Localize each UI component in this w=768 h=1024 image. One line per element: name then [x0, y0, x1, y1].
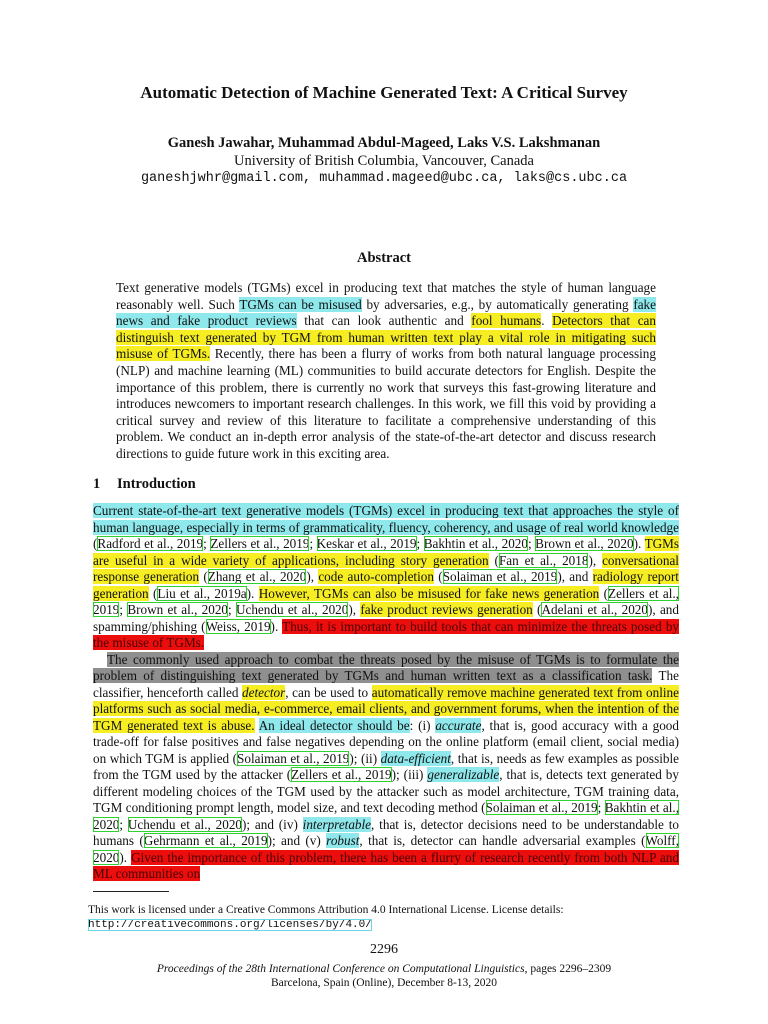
highlight-yellow: radiology report generation	[93, 569, 679, 601]
abstract-text: by adversaries, e.g., by automatically generating	[361, 296, 634, 312]
citation-link[interactable]: Liu et al., 2019a	[157, 585, 247, 601]
text: , that is, detector can handle adversarial examples (	[359, 833, 646, 848]
license-footnote	[88, 904, 688, 932]
paper-title: Automatic Detection of Machine Generated Text: A Critical Survey	[140, 83, 628, 102]
highlight-yellow: conversational response generation	[93, 552, 679, 584]
abstract-body	[116, 280, 656, 463]
paragraph	[93, 652, 679, 883]
text: (	[148, 585, 158, 601]
text: ).	[270, 618, 283, 634]
footnote-text: This work is licensed under a Creative Commons Attribution 4.0 International License. License details:	[88, 904, 564, 916]
citation-link[interactable]: Brown et al., 2020	[535, 536, 634, 551]
email-link[interactable]: muhammad.mageed@ubc.ca	[319, 171, 498, 186]
text: (	[199, 569, 208, 584]
text: ;	[203, 536, 211, 551]
proceedings-footer	[0, 963, 768, 990]
introduction-body	[93, 503, 679, 883]
license-url-link[interactable]: http://creativecommons.org/licenses/by/4.0/	[88, 918, 372, 931]
highlight-yellow: fake product reviews generation	[360, 602, 533, 617]
author-emails: ganeshjwhr@gmail.com, muhammad.mageed@ubc.ca, laks@cs.ubc.ca	[140, 171, 628, 186]
abstract-text: .	[541, 313, 553, 329]
text: , that is, detects text generated by different modeling choices of the TGM used by the attacker such as model architecture, TGM training data, TGM conditioning prompt length, model size, and text decoding method (	[93, 767, 679, 815]
abstract-text: that can look authentic and	[296, 313, 472, 329]
text: ); (iii)	[391, 767, 428, 782]
author-list: Ganesh Jawahar, Muhammad Abdul-Mageed, Laks V.S. Lakshmanan	[167, 135, 601, 151]
keyword-highlight: accurate	[435, 717, 482, 733]
text: ), and	[557, 569, 593, 584]
keyword-highlight: interpretable	[302, 816, 372, 832]
citation-link[interactable]: Solaiman et al., 2019	[442, 569, 558, 584]
text: ;	[527, 536, 536, 551]
citation-link[interactable]: Brown et al., 2020	[127, 602, 229, 617]
text: : (i)	[409, 717, 436, 733]
citation-link[interactable]: Solaiman et al., 2019	[485, 800, 598, 815]
highlight-yellow: TGMs are useful in a wide variety of applications, including story generation	[93, 536, 679, 568]
text: ),	[306, 569, 319, 584]
highlight-gray: The commonly used approach to combat the threats posed by the misuse of TGMs is to formulate the problem of distinguishing text generated by TGMs and human written text as a classification task.	[93, 651, 679, 683]
citation-link[interactable]: Zellers et al., 2019	[93, 585, 679, 617]
citation-link[interactable]: Keskar et al., 2019	[316, 536, 417, 551]
abstract-heading: Abstract	[357, 250, 411, 266]
text: ;	[597, 800, 605, 815]
keyword-highlight: generalizable	[427, 767, 500, 782]
text: The classifier, henceforth called	[93, 668, 679, 700]
text: ).	[633, 536, 645, 551]
text: ;	[228, 602, 236, 617]
citation-link[interactable]: Bakhtin et al., 2020	[423, 536, 528, 551]
citation-link[interactable]: Uchendu et al., 2020	[127, 816, 243, 832]
keyword-highlight: robust	[326, 833, 360, 848]
email-link[interactable]: ganeshjwhr@gmail.com	[140, 171, 303, 186]
citation-link[interactable]: Zellers et al., 2019	[210, 536, 310, 551]
highlight-red: Thus, it is important to build tools that can minimize the threats posed by the misuse of TGMs.	[93, 618, 680, 650]
highlight-yellow: Detectors that can distinguish text generated by TGM from human written text play a vital role in mitigating such misuse of TGMs.	[116, 313, 656, 362]
citation-link[interactable]: Wolff, 2020	[93, 833, 679, 865]
keyword-highlight: detector	[242, 684, 286, 700]
text: ).	[246, 585, 259, 601]
proceedings-pages: , pages 2296–2309	[524, 963, 612, 975]
highlight-cyan: Current state-of-the-art text generative models (TGMs) excel in producing text that approaches the style of human language, especially in terms of grammaticality, fluency, coherency, and usage of real world knowledge	[93, 503, 679, 535]
citation-link[interactable]: Bakhtin et al., 2020	[93, 800, 680, 832]
citation-link[interactable]: Gehrmann et al., 2019	[143, 833, 268, 848]
citation-link[interactable]: Zhang et al., 2020	[207, 569, 307, 584]
proceedings-location: Barcelona, Spain (Online), December 8-13, 2020	[270, 976, 498, 989]
text: ;	[416, 536, 424, 551]
text: , that is, needs as few examples as possible from the TGM used by the attacker (	[93, 750, 679, 782]
highlight-yellow: fool humans	[471, 313, 542, 329]
text: ); and (iv)	[242, 816, 303, 832]
citation-link[interactable]: Radford et al., 2019	[97, 536, 204, 551]
proceedings-line	[0, 963, 768, 977]
abstract-text: Recently, there has been a flurry of works from both natural language processing (NLP) and machine learning (ML) communities to build accurate detectors for English. Despite the importance of this problem, there is currently no work that surveys this fast-growing literature and introduces newcomers to important research challenges. In this work, we fill this void by providing a critical survey and review of this literature to facilitate a comprehensive understanding of this problem. We conduct an in-depth error analysis of the state-of-the-art detector and discuss research directions to guide future work in this exciting area.	[116, 346, 656, 461]
section-number: 1	[93, 476, 101, 492]
highlight-cyan: An ideal detector should be	[258, 717, 410, 733]
text: (	[93, 536, 98, 551]
highlight-yellow: automatically remove machine generated text from online platforms such as social media, e-commerce, email clients, and government forums, when the intention of the TGM generated text is abuse.	[93, 684, 679, 733]
citation-link[interactable]: Fan et al., 2018	[498, 552, 589, 568]
text: ), and spamming/phishing (	[93, 602, 679, 634]
email-link[interactable]: laks@cs.ubc.ca	[513, 171, 628, 186]
citation-link[interactable]: Uchendu et al., 2020	[235, 602, 349, 617]
text: , that is, good accuracy with a good trade-off for false positives and false negatives depending on the online platform (email client, social media) on which TGM is applied (	[93, 717, 679, 766]
text: ); (ii)	[349, 750, 381, 766]
text: (	[532, 602, 542, 617]
abstract-text: Text generative models (TGMs) excel in producing text that matches the style of human language reasonably well. Such	[116, 280, 656, 312]
page-number: 2296	[370, 942, 398, 957]
section-title: Introduction	[117, 476, 196, 492]
highlight-cyan: TGMs can be misused	[239, 296, 362, 312]
citation-link[interactable]: Zellers et al., 2019	[291, 767, 392, 782]
affiliation: University of British Columbia, Vancouver, Canada	[234, 153, 534, 169]
highlight-red: Given the importance of this problem, there has been a flurry of research recently from both NLP and ML communities on	[93, 849, 679, 881]
footnote-rule	[93, 891, 169, 892]
citation-link[interactable]: Adelani et al., 2020	[541, 602, 648, 617]
citation-link[interactable]: Solaiman et al., 2019	[237, 750, 350, 766]
text: ); and (v)	[267, 833, 327, 848]
text: ),	[348, 602, 361, 617]
text: ;	[119, 602, 128, 617]
highlight-yellow: However, TGMs can also be misused for fake news generation	[258, 585, 600, 601]
text: (	[599, 585, 609, 601]
citation-link[interactable]: Weiss, 2019	[205, 618, 271, 634]
highlight-cyan: fake news and fake product reviews	[116, 296, 657, 329]
text: ).	[119, 849, 132, 865]
text: (	[488, 552, 499, 568]
text: ),	[588, 552, 603, 568]
text: ;	[309, 536, 317, 551]
keyword-highlight: data-efficient	[380, 750, 451, 766]
text: ;	[119, 816, 128, 832]
text: (	[433, 569, 443, 584]
paragraph	[93, 503, 679, 652]
proceedings-title: Proceedings of the 28th International Conference on Computational Linguistics	[156, 963, 525, 975]
text: , that is, detector decisions need to be understandable to humans (	[93, 816, 679, 848]
highlight-yellow: code auto-completion	[318, 569, 434, 584]
text: , can be used to	[285, 684, 372, 700]
section-heading	[93, 476, 196, 493]
